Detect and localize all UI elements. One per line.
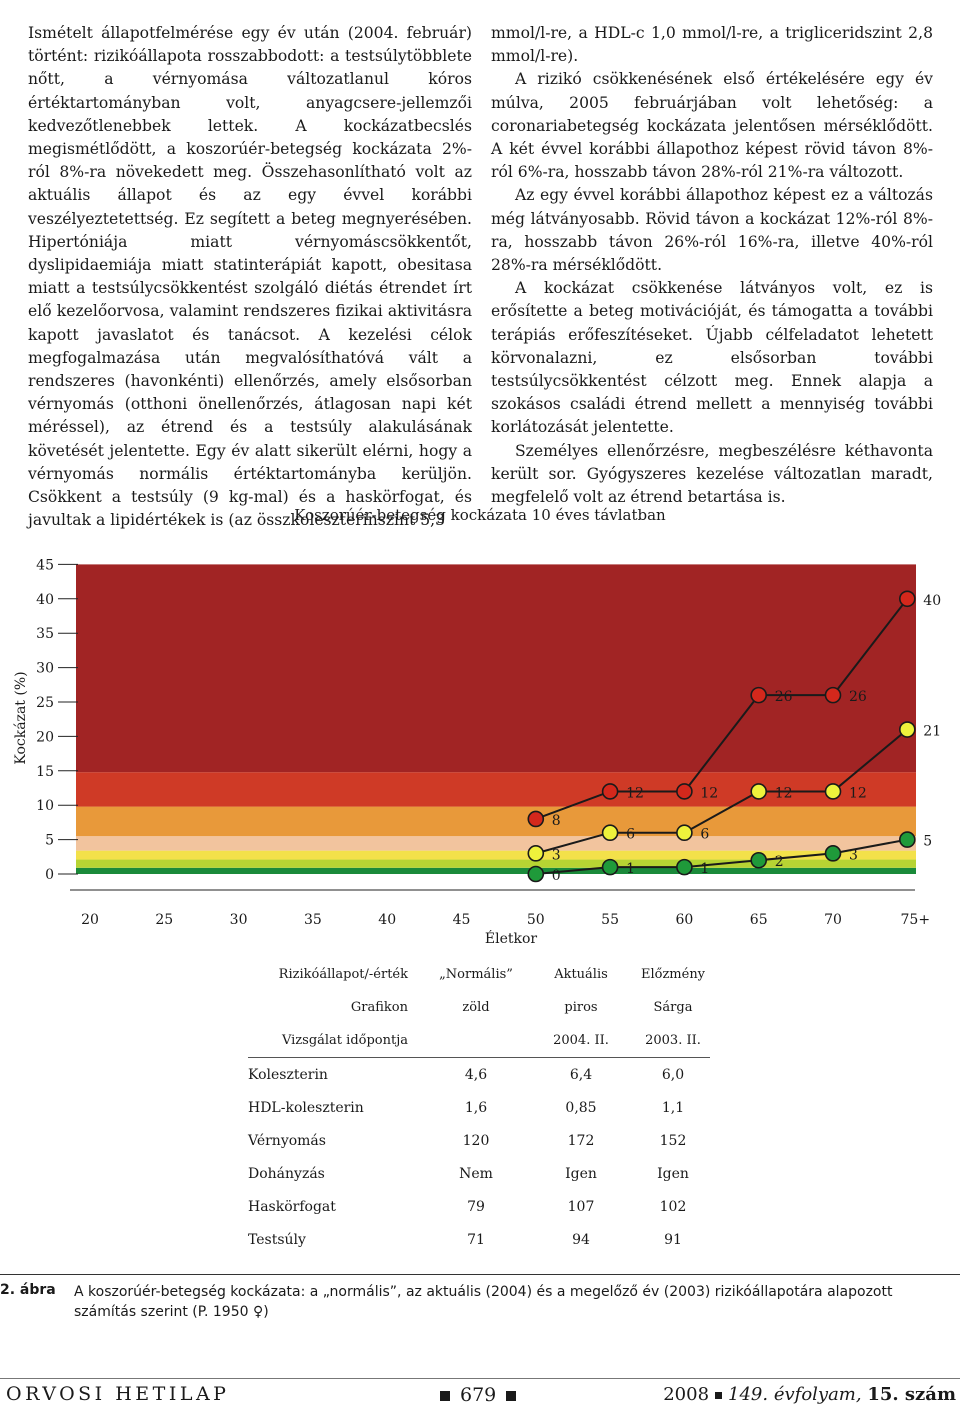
chart-title: Koszorúér-betegség kockázata 10 éves távlatban [294,506,666,524]
x-tick-label: 45 [452,912,471,928]
table-header-cell: 2004. II. [526,1024,636,1058]
data-label-Sárga: 12 [849,785,867,802]
x-tick-label: 40 [378,912,397,928]
table-header-cell: Vizsgálat időpontja [248,1024,426,1058]
table-cell: 1,6 [464,1099,488,1116]
table-cell: Vérnyomás [248,1132,326,1149]
y-tick-label: 0 [45,867,54,883]
volume: 149. évfolyam, [728,1384,862,1405]
data-point-Sárga [826,784,841,799]
page-number: 679 [460,1384,497,1406]
square-bullet-icon [506,1391,516,1401]
data-point-zöld [900,832,915,847]
data-label-piros: 40 [923,592,942,609]
paragraph: Az egy évvel korábbi állapothoz képest ez a változás még látványosabb. Rövid távon a kockázat 12%-ról 8%-ra, hosszabb távon 26%-ról 16%-ra, illetve 40%-ról 28%-ra mérséklődött. [491,186,933,275]
y-tick-label: 25 [36,695,54,711]
data-label-zöld: 5 [923,833,933,850]
data-label-piros: 12 [700,785,719,802]
table-header-cell [426,1024,526,1058]
table-cell: HDL-koleszterin [248,1099,364,1116]
table-header-cell: piros [564,1000,598,1015]
table-row [248,1223,710,1256]
article-left-column [28,22,472,532]
table-header-cell: „Normális” [439,967,513,982]
data-point-piros [751,688,766,703]
table-row [248,1091,710,1124]
table-cell: 4,6 [464,1066,488,1083]
table-header-cell: 2003. II. [636,1024,710,1058]
table-cell: Dohányzás [248,1165,325,1182]
risk-band [76,860,916,868]
data-label-zöld: 2 [774,854,784,871]
table-cell: 94 [572,1231,590,1248]
table-cell: 152 [659,1132,687,1149]
data-point-Sárga [528,846,543,861]
table-cell: 91 [664,1231,682,1248]
x-tick-label: 65 [749,912,768,928]
risk-band [76,836,916,850]
table-cell: 6,4 [569,1066,593,1083]
paragraph: Ismételt állapotfelmérése egy év után (2004. február) történt: rizikóállapota rosszabbodott: a testsúlytöbblete nőtt, a vérnyomása változatlanul kóros értéktartományban volt, anyagcsere-jellemzői kedvezőtlenebbek lettek. A kockázatbecslés megismétlődött, a koszorúér-betegség kockázata 2%-ról 8%-ra növekedett meg. Összehasonlítható volt az aktuális állapot és az egy évvel korábbi veszélyeztetettség. Ez segített a beteg megnyerésében. Hipertóniája miatt vérnyomáscsökkentőt, dyslipidaemiája miatt statinterápiát kapott, obesitasa miatt a testsúlycsökkentést szolgáló diétás étrendet írt elő kezelőorvosa, valamint rendszeres fizikai aktivitásra kapott javaslatot és tanácsot. A kezelési célok megfogalmazása után megvalósíthatóvá vált a rendszeres (havonkénti) ellenőrzés, amely elsősorban vérnyomás (otthoni önellenőrzés, átlagosan napi két méréssel), az étrend és a testsúly alakulásának követését jelentette. Egy év alatt sikerült elérni, hogy a vérnyomás normális értéktartományba kerüljön. Csökkent a testsúly (9 kg-mal) és a haskörfogat, és javultak a lipidértékek is (az összkoleszterinszint 5,3 [28,24,472,530]
x-tick-label: 55 [601,912,620,928]
caption-rule [0,1274,960,1275]
x-tick-label: 20 [81,912,99,928]
table-header-row [248,958,710,991]
table-cell: Haskörfogat [248,1198,336,1215]
data-point-zöld [826,846,841,861]
x-tick-label: 75+ [900,912,931,928]
x-tick-label: 60 [675,912,694,928]
data-label-zöld: 3 [849,847,858,864]
risk-band [76,868,916,874]
year: 2008 [663,1384,710,1405]
data-point-Sárga [677,825,692,840]
y-tick-label: 15 [36,763,54,780]
data-label-zöld: 0 [551,868,561,884]
table-cell: 6,0 [661,1066,685,1083]
table-row [248,1190,710,1223]
table-cell: Igen [657,1165,689,1182]
y-tick-label: 35 [36,626,54,643]
data-point-piros [826,688,841,703]
paragraph: A rizikó csökkenésének első értékelésére egy év múlva, 2005 februárjában volt lehetőség: a coronariabetegség kockázata jelentősen mérséklődött. A két évvel korábbi állapothoz képest rövid távon 8%-ról 6%-ra, hosszabb távon 28%-ról 21%-ra változott. [491,70,933,182]
table-cell: 172 [567,1132,595,1149]
table-cell: Nem [459,1165,493,1182]
footer-rule [0,1378,960,1379]
data-label-Sárga: 6 [626,826,636,843]
table-header-cell: Sárga [653,1000,693,1015]
data-label-piros: 26 [849,689,867,706]
x-tick-label: 35 [303,912,322,928]
risk-band [76,807,916,837]
y-axis [36,557,78,883]
table-cell: 102 [659,1198,687,1215]
data-label-Sárga: 12 [774,785,793,802]
y-tick-label: 5 [45,832,54,849]
volume-info [663,1384,956,1405]
x-tick-label: 30 [229,912,248,928]
table-cell: 0,85 [565,1099,597,1116]
y-tick-label: 40 [36,591,54,608]
square-bullet-icon [440,1391,450,1401]
x-axis [70,890,930,928]
risk-band [76,564,916,772]
table-header-cell: Előzmény [640,967,706,982]
data-label-zöld: 1 [700,861,710,878]
data-point-zöld [751,853,766,868]
x-tick-label: 50 [526,912,545,928]
paragraph: A kockázat csökkenése látványos volt, ez is erősítette a beteg motivációját, és támogatta a további terápiás erőfeszítéseket. Újabb célfeladatot lehetett körvonalazni, ez elsősorban további testsúlycsökkentést célzott meg. Ennek alapja a szokásos családi étrend mellett a mennyiség további korlátozását jelentette. [491,279,933,437]
table-cell: 107 [567,1198,595,1215]
table-header-cell: zöld [462,1000,490,1015]
table-header-row [248,991,710,1024]
journal-name: ORVOSI HETILAP [6,1383,230,1405]
table-cell: Testsúly [248,1231,306,1248]
table-header-cell: Aktuális [554,967,608,982]
table-row [248,1157,710,1190]
data-point-zöld [603,860,618,875]
data-label-piros: 8 [551,812,561,829]
data-label-Sárga: 6 [700,826,710,843]
x-tick-label: 25 [155,912,174,928]
data-label-piros: 26 [774,689,793,706]
data-label-zöld: 1 [626,861,636,878]
issue: 15. szám [867,1384,956,1405]
table-cell: Igen [565,1165,597,1182]
article-right-column [491,22,933,509]
paragraph: mmol/l-re, a HDL-c 1,0 mmol/l-re, a trigliceridszint 2,8 mmol/l-re). [491,24,933,66]
page-number-box [430,1384,526,1406]
square-bullet-icon [715,1392,722,1399]
data-label-Sárga: 21 [923,723,942,740]
x-axis-label: Életkor [484,931,538,947]
data-point-piros [528,811,543,826]
data-point-zöld [677,860,692,875]
table-header-cell: Grafikon [350,1000,408,1015]
data-label-piros: 12 [626,785,644,802]
table-header-row [248,1024,710,1058]
y-tick-label: 20 [36,729,54,746]
y-axis-label: Kockázat (%) [13,671,29,765]
y-tick-label: 30 [36,660,54,677]
x-tick-label: 70 [824,912,842,928]
data-point-Sárga [603,825,618,840]
risk-chart [0,540,960,950]
table-header-cell: Rizikóállapot/-érték [278,967,408,982]
data-point-zöld [528,867,543,882]
paragraph: Személyes ellenőrzésre, megbeszélésre kéthavonta került sor. Gyógyszeres kezelése változatlan maradt, megfelelő volt az étrend betartása is. [491,441,933,507]
table-row [248,1058,710,1092]
table-cell: Koleszterin [248,1066,328,1083]
table-cell: 120 [462,1132,490,1149]
figure-caption: A koszorúér-betegség kockázata: a „normális”, az aktuális (2004) és a megelőző év (2003) rizikóállapotára alapozott számítás szerint (P. 1950 ♀) [74,1284,893,1320]
data-point-piros [603,784,618,799]
table-cell: 71 [467,1231,485,1248]
y-tick-label: 45 [36,557,54,574]
data-label-Sárga: 3 [551,847,561,864]
figure-label: 2. ábra [0,1282,56,1298]
table-row [248,1124,710,1157]
risk-factor-table [248,958,710,1256]
y-tick-label: 10 [36,798,54,815]
data-point-Sárga [900,722,915,737]
table-cell: 1,1 [661,1099,685,1116]
risk-bands [76,564,916,874]
data-point-Sárga [751,784,766,799]
data-point-piros [677,784,692,799]
data-point-piros [900,591,915,606]
table-cell: 79 [467,1198,485,1215]
